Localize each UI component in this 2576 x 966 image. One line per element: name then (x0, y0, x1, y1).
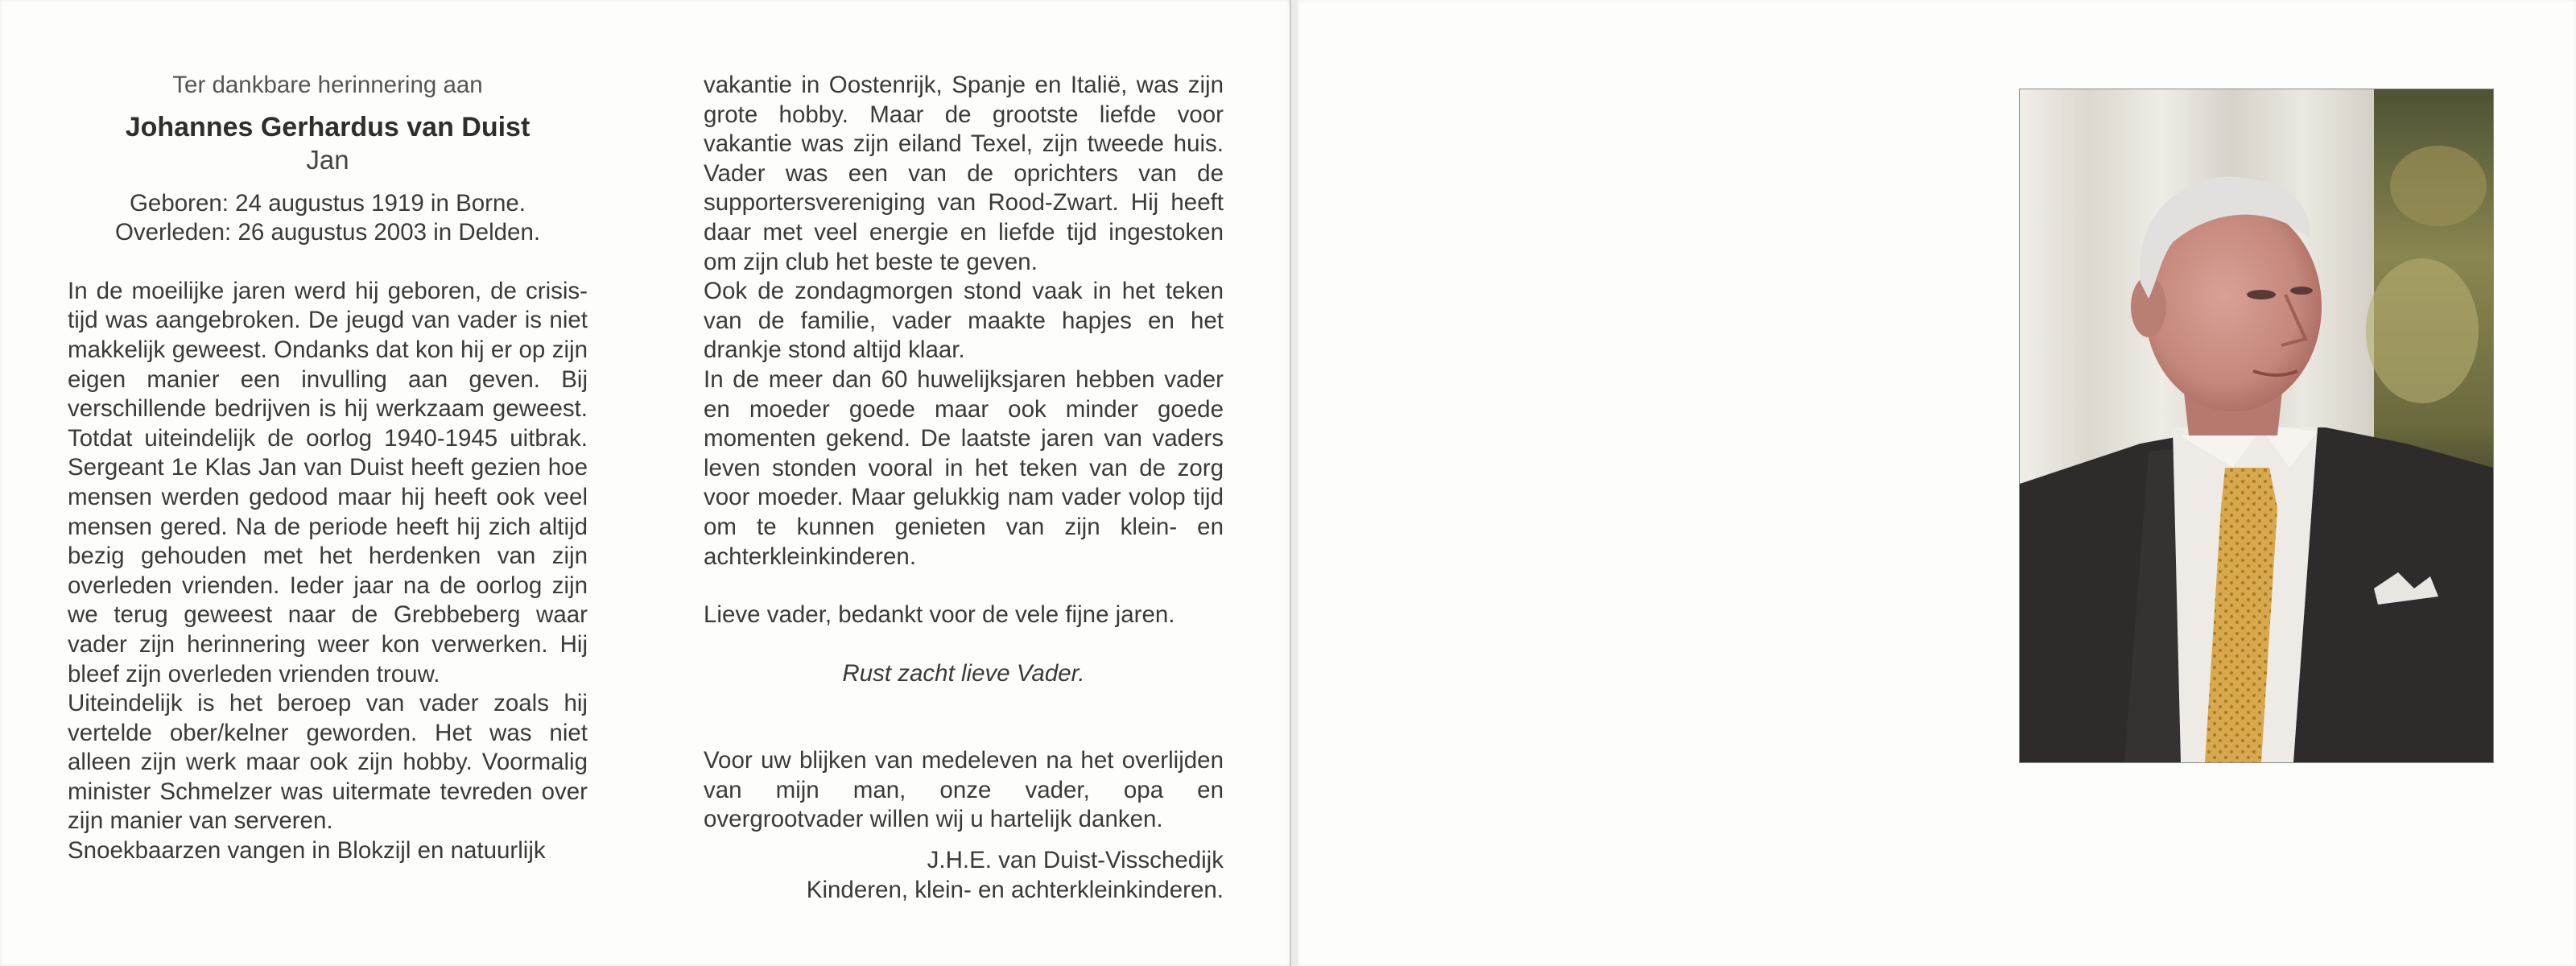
biography-paragraph: Snoekbaarzen vangen in Blokzijl en natuurlijk (68, 837, 546, 865)
portrait-photo-icon (2019, 89, 2494, 763)
deceased-full-name: Johannes Gerhardus van Duist (125, 111, 530, 142)
signature-family: Kinderen, klein- en achterkleinkinderen. (806, 876, 1224, 903)
biography-paragraph: Uiteindelijk is het beroep van vader zoals hij vertelde ober/kelner geworden. Het was niet alleen zijn werk maar ook zijn hobby. Voormalig minister Schmelzer was uitermate tevreden over zijn manier van serveren. (68, 690, 588, 835)
card-header (68, 71, 588, 248)
birth-date: Geboren: 24 augustus 1919 in Borne. (129, 189, 526, 217)
life-dates (68, 189, 588, 248)
biography-paragraph: In de meer dan 60 huwelijksjaren hebben vader en moeder goede maar ook minder goede momenten gekend. De laatste jaren van vaders leven stonden vooral in het teken van de zorg voor moeder. Maar gelukkig nam vader volop tijd om te kunnen genieten van zijn klein- en achterkleinkinderen. (704, 365, 1224, 570)
biography-paragraph: Ook de zondagmorgen stond vaak in het teken van de familie, vader maakte hapjes en het drankje stond altijd klaar. (704, 278, 1224, 364)
text-column-right (704, 71, 1224, 905)
memorial-intro: Ter dankbare herinnering aan (172, 72, 483, 98)
biography-paragraph: vakantie in Oostenrijk, Spanje en Italië, was zijn grote hobby. Maar de grootste liefde voor vakantie was zijn eiland Texel, zijn tweede huis. Vader was een van de oprichters van de supportersvereniging van Rood-Zwart. Hij heeft daar met veel energie en liefde tijd ingestoken om zijn club het beste te geven. (704, 72, 1224, 275)
gratitude-message: Voor uw blijken van medeleven na het overlijden van mijn man, onze vader, opa en overgrootvader willen wij u hartelijk danken. (704, 747, 1224, 833)
card-fold (1291, 0, 1298, 966)
biography-paragraph: In de moeilijke jaren werd hij geboren, de crisis-tijd was aangebroken. De jeugd van vader is niet makkelijk geweest. Ondanks dat kon hij er op zijn eigen manier een invulling aan geven. Bij verschillende bedrijven is hij werkzaam geweest. Totdat uiteindelijk de oorlog 1940-1945 uitbrak. Sergeant 1e Klas Jan van Duist heeft gezien hoe mensen werden gedood maar hij heeft ook veel mensen gered. Na de periode heeft hij zich altijd bezig gehouden met het herdenken van zijn overleden vrienden. Ieder jaar na de oorlog zijn we terug geweest naar de Grebbeberg waar vader zijn herinnering weer kon verwerken. Hij bleef zijn overleden vrienden trouw. (68, 277, 588, 687)
deceased-nickname: Jan (306, 144, 349, 175)
thanks-line: Lieve vader, bedankt voor de vele fijne jaren. (704, 601, 1175, 629)
text-column-left (68, 71, 588, 866)
death-date: Overleden: 26 augustus 2003 in Delden. (114, 219, 541, 246)
signature-name: J.H.E. van Duist-Visschedijk (927, 847, 1224, 874)
rest-in-peace-line: Rust zacht lieve Vader. (842, 659, 1085, 687)
